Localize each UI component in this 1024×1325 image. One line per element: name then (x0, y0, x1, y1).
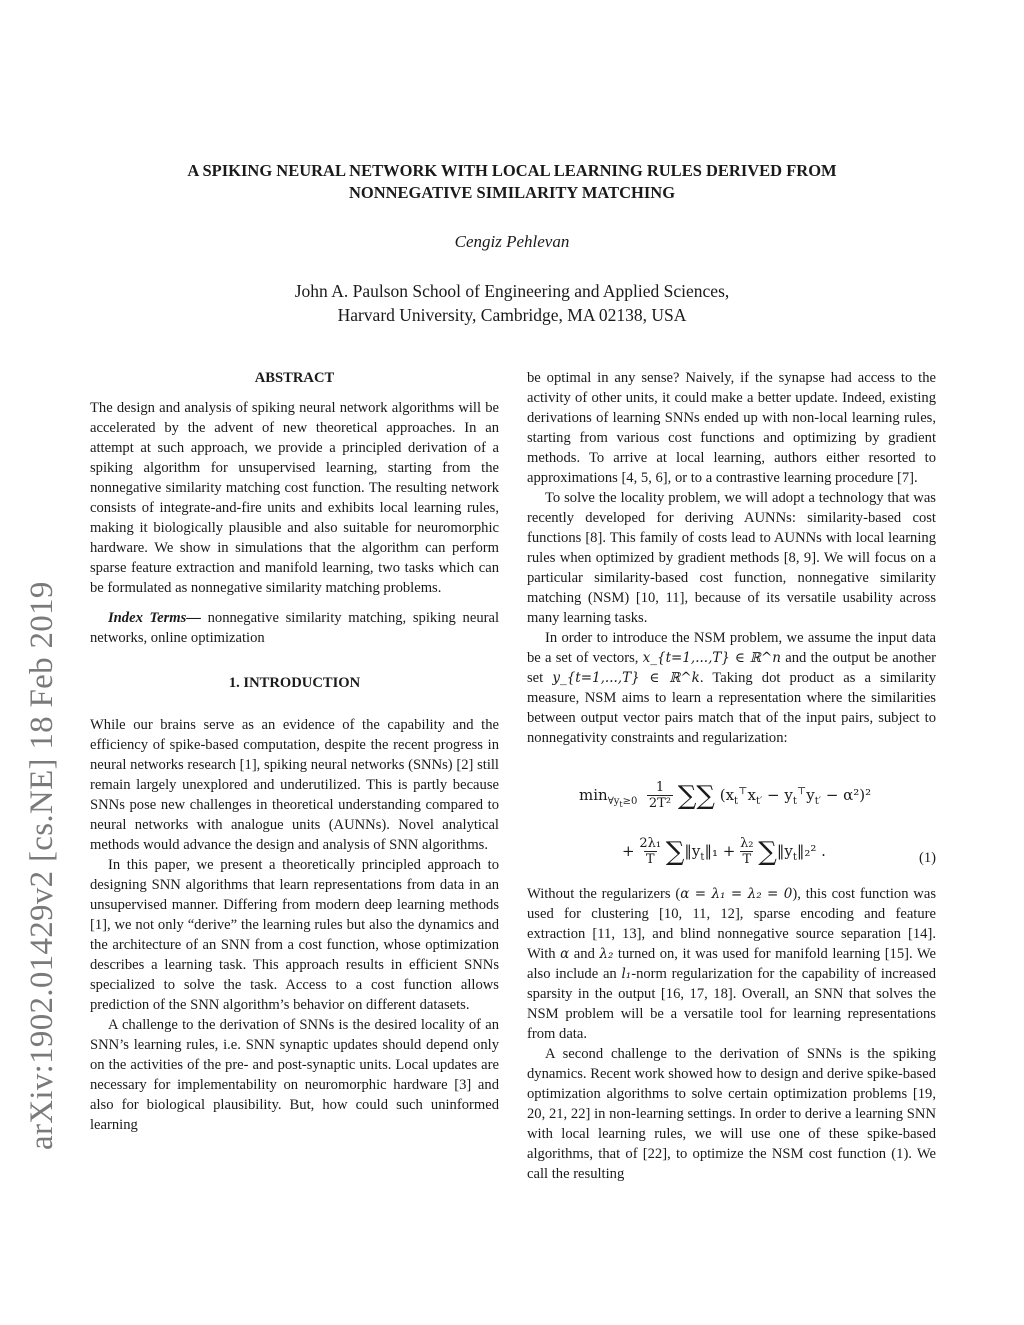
left-column (90, 368, 499, 1135)
right-paragraph-2: To solve the locality problem, we will adopt a technology that was recently developed for deriving AUNNs: similarity-based cost functions [8]. This family of costs lead to AUNNs with local learning rules when optimized by gradient methods [8, 9]. We will focus on a particular similarity-based cost function, nonnegative similarity matching (NSM) [10, 11], because of its versatile usability across many learning tasks. (527, 490, 936, 626)
right-paragraph-1: be optimal in any sense? Naively, if the synapse had access to the activity of other units, it could make a better update. Indeed, existing derivations of learning SNNs ended up with non-local learning rules, starting from various cost functions and optimizing by gradient methods. To arrive at local learning, authors either resorted to approximations [4, 5, 6], or to a contrastive learning procedure [7]. (527, 370, 936, 486)
affiliation-line-1: John A. Paulson School of Engineering and Applied Sciences, (294, 281, 730, 301)
intro-paragraph-1: While our brains serve as an evidence of the capability and the efficiency of spike-based computation, despite the recent progress in neural networks research [1], spiking neural networks (SNNs) [2] still remain largely unexplored and underutilized. This is partly because SNNs pose new challenges in theoretical understanding compared to neural networks with analogue units (AUNNs). Novel analytical methods would advance the design and analysis of SNN algorithms. (90, 717, 499, 853)
abstract-heading: ABSTRACT (254, 370, 335, 386)
right-paragraph-4: Without the regularizers (α = λ₁ = λ₂ = 0), this cost function was used for clustering [10, 11, 12], sparse encoding and feature extraction [11, 13], and blind nonnegative source separation [14]. With α and λ₂ turned on, it was used for manifold learning [15]. We also include an l₁-norm regularization for the capability of increased sparsity in the output [16, 17, 18]. Overall, an SNN that solves the NSM problem will be a versatile tool for learning representations from data. (527, 886, 936, 1042)
right-paragraph-3: In order to introduce the NSM problem, we assume the input data be a set of vectors, x_{t=1,...,T} ∈ ℝ^n and the output be another set y_{t=1,...,T} ∈ ℝ^k. Taking dot product as a similarity measure, NSM aims to learn a representation where the similarities between output vector pairs match that of the input pairs, subject to nonnegativity constraints and regularization: (527, 630, 936, 746)
equation-number: (1) (918, 850, 936, 866)
abstract-text: The design and analysis of spiking neural network algorithms will be accelerated by the advent of new theoretical approaches. In an attempt at such approach, we provide a principled derivation of a spiking algorithm for unsupervised learning, starting from the nonnegative similarity matching cost function. The resulting network consists of integrate-and-fire units and exhibits local learning rules, making it biologically plausible and also suitable for neuromorphic hardware. We show in simulations that the algorithm can perform sparse feature extraction and manifold learning, two tasks which can be formulated as nonnegative similarity matching problems. (90, 400, 499, 596)
equation-line-2: + 2λ₁ T $\sum‖y_t‖_1 + \lambda_2$ T $\sum‖y_t‖_2^2$ . (622, 836, 826, 867)
affiliation-line-2: Harvard University, Cambridge, MA 02138, USA (337, 305, 687, 325)
index-terms-text: nonnegative similarity matching, spiking neural networks, online optimization (90, 610, 500, 646)
author-affiliation (90, 279, 934, 327)
right-paragraph-5: A second challenge to the derivation of SNNs is the spiking dynamics. Recent work showed how to design and derive spike-based optimization algorithms to solve certain optimization problems [19, 20, 21, 22] in non-learning settings. In order to derive a learning SNN with local learning rules, we will use one of these spike-based algorithms, that of [22], to optimize the NSM cost function (1). We call the resulting (527, 1046, 936, 1182)
right-column (527, 368, 936, 1184)
index-terms-label: Index Terms— (108, 610, 201, 626)
introduction-heading: 1. INTRODUCTION (228, 675, 361, 691)
intro-paragraph-3: A challenge to the derivation of SNNs is the desired locality of an SNN’s learning rules, i.e. SNN synaptic updates should depend only on the activities of the pre- and post-synaptic units. Local updates are necessary for implementability on neuromorphic hardware [3] and also for biological plausibility. But, how could such uninformed learning (90, 1017, 499, 1133)
index-terms (90, 608, 499, 648)
title-line-1: A SPIKING NEURAL NETWORK WITH LOCAL LEARNING RULES DERIVED FROM (187, 161, 837, 180)
title-line-2: NONNEGATIVE SIMILARITY MATCHING (348, 183, 676, 202)
intro-paragraph-2: In this paper, we present a theoretically principled approach to designing SNN algorithms that learn representations from data in an unsupervised manner. Differing from modern deep learning methods [1], we not only “derive” the learning rules but also the dynamics and the architecture of an SNN from a cost function, whose optimization describes a learning task. This approach results in efficient SNNs specialized to solve the task. Access to a cost function allows prediction of the SNN algorithm’s behavior on different datasets. (90, 857, 499, 1013)
arxiv-identifier-stamp: arXiv:1902.01429v2 [cs.NE] 18 Feb 2019 (24, 581, 60, 1150)
equation-line-1: $\min_{\forall y_t\ge 0} 1$ 2T² ∑∑ $(x_t^⊤x_{t'} - y_t^⊤y_{t'} - \alpha^2)^2$ (579, 780, 872, 811)
input-set-math: x_{t=1,...,T} ∈ ℝ^n (642, 650, 781, 666)
author-name: Cengiz Pehlevan (454, 232, 570, 251)
nsm-cost-equation (527, 758, 936, 878)
output-set-math: y_{t=1,...,T} ∈ ℝ^k (552, 670, 700, 686)
paper-title (90, 160, 934, 204)
